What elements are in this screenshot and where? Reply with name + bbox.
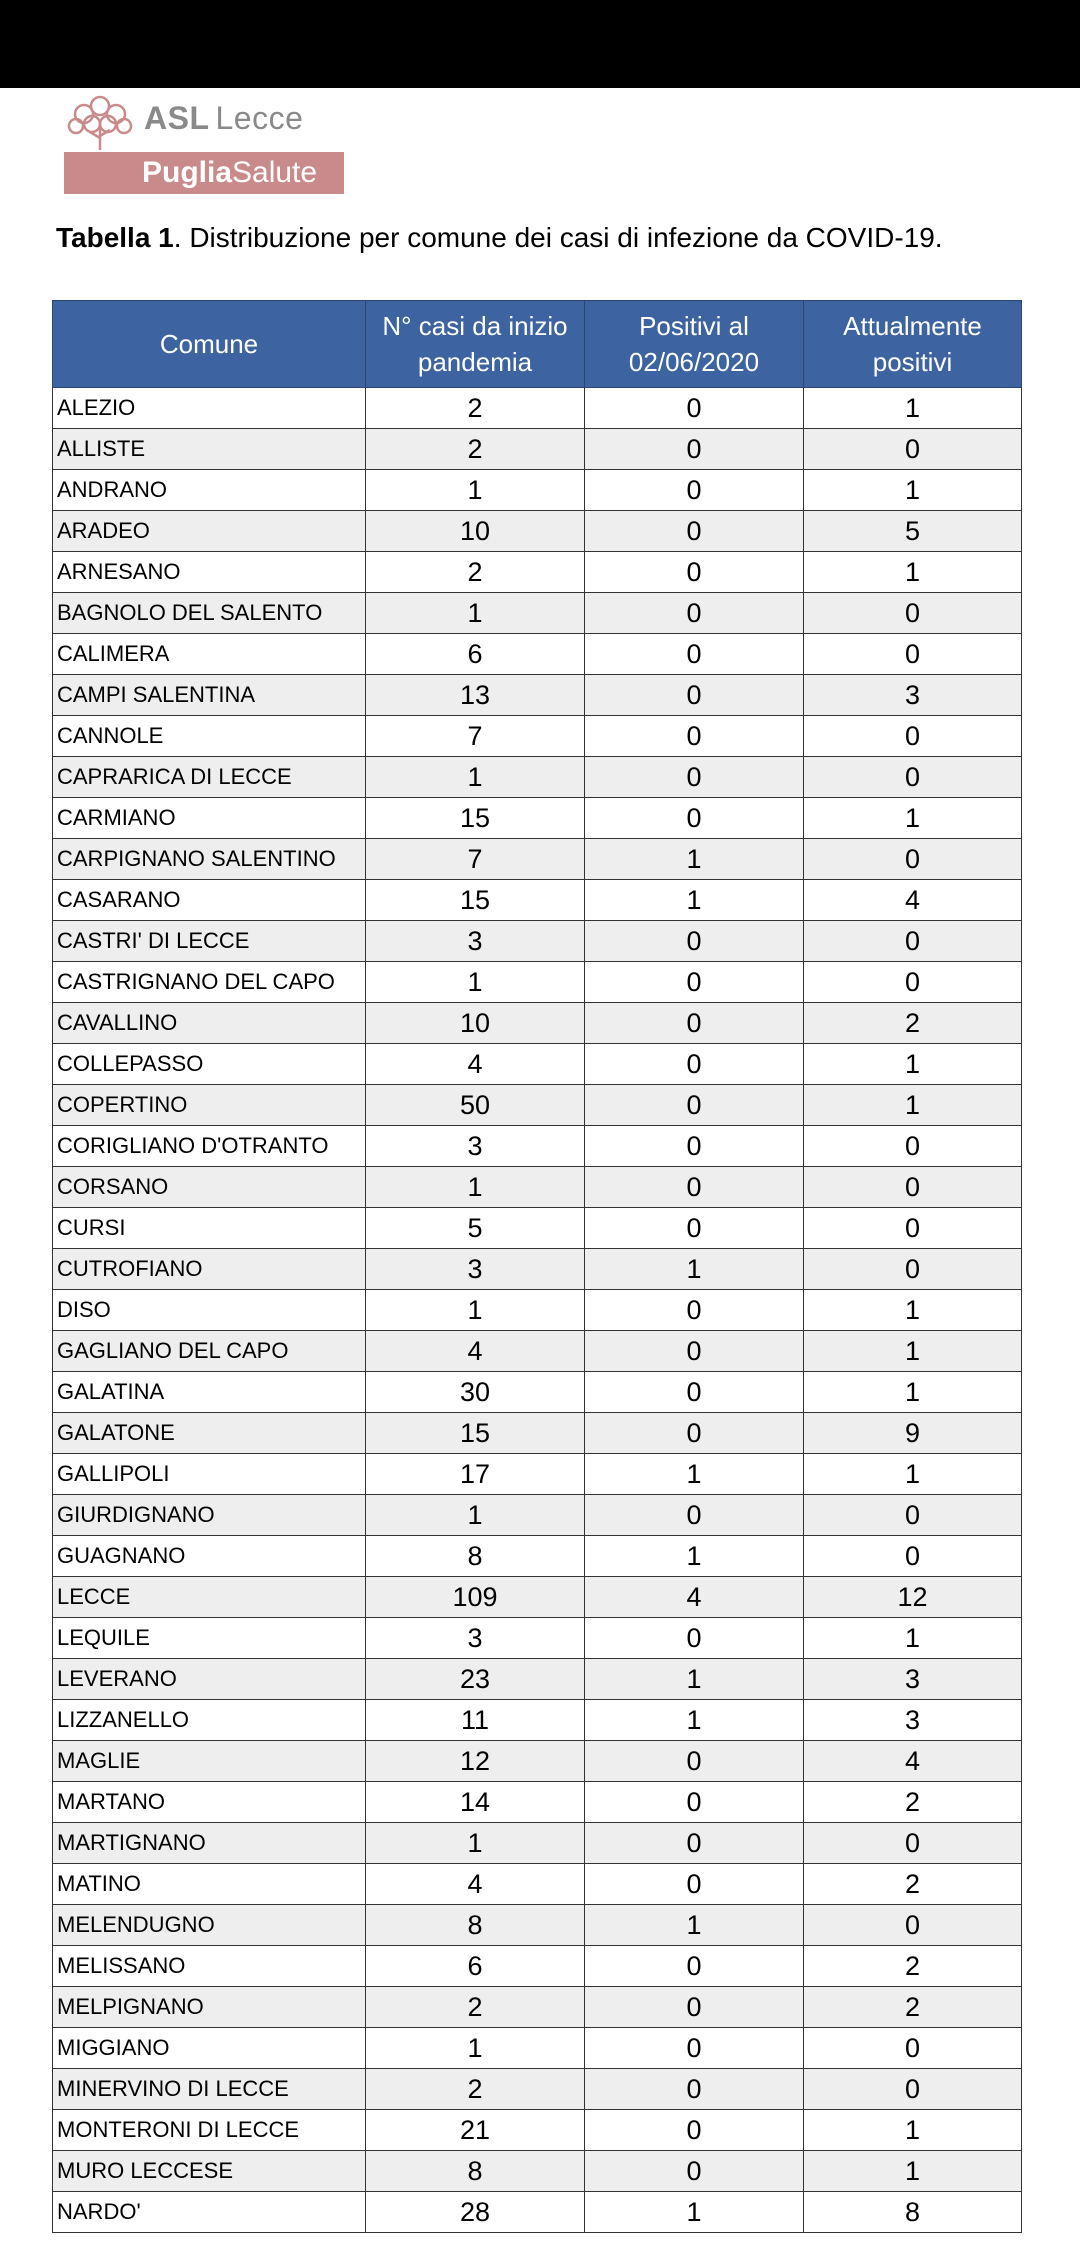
- cell-positivi-al: 0: [585, 388, 804, 429]
- cell-attualmente-positivi: 1: [804, 552, 1022, 593]
- cell-comune: CANNOLE: [53, 716, 366, 757]
- cell-casi-inizio: 8: [366, 1536, 585, 1577]
- cell-attualmente-positivi: 0: [804, 921, 1022, 962]
- cell-casi-inizio: 1: [366, 2028, 585, 2069]
- cell-attualmente-positivi: 0: [804, 2069, 1022, 2110]
- cell-casi-inizio: 1: [366, 593, 585, 634]
- cell-comune: CAMPI SALENTINA: [53, 675, 366, 716]
- cell-casi-inizio: 15: [366, 1413, 585, 1454]
- table-row: [53, 1003, 1022, 1044]
- cell-comune: CASTRIGNANO DEL CAPO: [53, 962, 366, 1003]
- cell-comune: MINERVINO DI LECCE: [53, 2069, 366, 2110]
- cell-comune: MATINO: [53, 1864, 366, 1905]
- cell-attualmente-positivi: 2: [804, 1003, 1022, 1044]
- table-row: [53, 1085, 1022, 1126]
- cell-casi-inizio: 1: [366, 757, 585, 798]
- cell-positivi-al: 0: [585, 634, 804, 675]
- cell-comune: GUAGNANO: [53, 1536, 366, 1577]
- table-row: [53, 1208, 1022, 1249]
- table-row: [53, 1413, 1022, 1454]
- cell-attualmente-positivi: 3: [804, 1659, 1022, 1700]
- cell-comune: COPERTINO: [53, 1085, 366, 1126]
- cell-attualmente-positivi: 1: [804, 1331, 1022, 1372]
- cell-comune: GAGLIANO DEL CAPO: [53, 1331, 366, 1372]
- cell-attualmente-positivi: 0: [804, 962, 1022, 1003]
- cell-comune: MELPIGNANO: [53, 1987, 366, 2028]
- cell-attualmente-positivi: 4: [804, 880, 1022, 921]
- cell-casi-inizio: 2: [366, 388, 585, 429]
- table-row: [53, 1946, 1022, 1987]
- cell-comune: LECCE: [53, 1577, 366, 1618]
- table-row: [53, 552, 1022, 593]
- cell-positivi-al: 0: [585, 1741, 804, 1782]
- logo-asl-text: ASL Lecce: [144, 100, 304, 136]
- cell-attualmente-positivi: 1: [804, 2110, 1022, 2151]
- cell-casi-inizio: 12: [366, 1741, 585, 1782]
- cell-comune: MAGLIE: [53, 1741, 366, 1782]
- tree-logo-icon: [62, 94, 142, 152]
- cell-comune: CORIGLIANO D'OTRANTO: [53, 1126, 366, 1167]
- asl-logo: [62, 92, 346, 194]
- cell-attualmente-positivi: 1: [804, 470, 1022, 511]
- cell-casi-inizio: 1: [366, 1290, 585, 1331]
- cell-positivi-al: 0: [585, 1782, 804, 1823]
- cell-positivi-al: 0: [585, 1290, 804, 1331]
- header-positivi-al: Positivi al 02/06/2020: [585, 301, 804, 388]
- cell-attualmente-positivi: 0: [804, 1249, 1022, 1290]
- cell-comune: DISO: [53, 1290, 366, 1331]
- cell-comune: ARADEO: [53, 511, 366, 552]
- cell-comune: CURSI: [53, 1208, 366, 1249]
- cell-comune: CASTRI' DI LECCE: [53, 921, 366, 962]
- cell-attualmente-positivi: 8: [804, 2192, 1022, 2233]
- cell-comune: CUTROFIANO: [53, 1249, 366, 1290]
- cell-attualmente-positivi: 1: [804, 798, 1022, 839]
- cell-casi-inizio: 1: [366, 1823, 585, 1864]
- table-row: [53, 1782, 1022, 1823]
- cell-positivi-al: 0: [585, 716, 804, 757]
- cell-casi-inizio: 30: [366, 1372, 585, 1413]
- cell-positivi-al: 0: [585, 921, 804, 962]
- cell-attualmente-positivi: 0: [804, 593, 1022, 634]
- cell-positivi-al: 0: [585, 1618, 804, 1659]
- table-row: [53, 1864, 1022, 1905]
- cell-casi-inizio: 10: [366, 1003, 585, 1044]
- cell-positivi-al: 0: [585, 1413, 804, 1454]
- cell-positivi-al: 0: [585, 675, 804, 716]
- table-body: [53, 388, 1022, 2233]
- table-row: [53, 1741, 1022, 1782]
- table-row: [53, 1331, 1022, 1372]
- cell-positivi-al: 0: [585, 511, 804, 552]
- cell-casi-inizio: 4: [366, 1044, 585, 1085]
- cases-table: [52, 300, 1022, 2233]
- cell-casi-inizio: 6: [366, 634, 585, 675]
- table-row: [53, 470, 1022, 511]
- cell-positivi-al: 0: [585, 1495, 804, 1536]
- cell-casi-inizio: 15: [366, 880, 585, 921]
- cell-comune: CARPIGNANO SALENTINO: [53, 839, 366, 880]
- cell-positivi-al: 1: [585, 1659, 804, 1700]
- cell-positivi-al: 0: [585, 1126, 804, 1167]
- cell-comune: GALLIPOLI: [53, 1454, 366, 1495]
- cell-casi-inizio: 11: [366, 1700, 585, 1741]
- cell-comune: MIGGIANO: [53, 2028, 366, 2069]
- table-row: [53, 2069, 1022, 2110]
- cell-casi-inizio: 7: [366, 716, 585, 757]
- cell-casi-inizio: 50: [366, 1085, 585, 1126]
- cell-attualmente-positivi: 0: [804, 1208, 1022, 1249]
- cell-attualmente-positivi: 1: [804, 388, 1022, 429]
- cell-positivi-al: 0: [585, 1003, 804, 1044]
- table-row: [53, 1044, 1022, 1085]
- cell-comune: GALATINA: [53, 1372, 366, 1413]
- table-row: [53, 962, 1022, 1003]
- cell-casi-inizio: 109: [366, 1577, 585, 1618]
- table-row: [53, 675, 1022, 716]
- cell-positivi-al: 0: [585, 1946, 804, 1987]
- cell-casi-inizio: 3: [366, 1126, 585, 1167]
- cell-positivi-al: 1: [585, 1905, 804, 1946]
- table-row: [53, 1536, 1022, 1577]
- cell-casi-inizio: 2: [366, 552, 585, 593]
- cell-positivi-al: 0: [585, 2151, 804, 2192]
- cell-casi-inizio: 5: [366, 1208, 585, 1249]
- cell-casi-inizio: 28: [366, 2192, 585, 2233]
- table-row: [53, 1659, 1022, 1700]
- cell-comune: CALIMERA: [53, 634, 366, 675]
- table-row: [53, 716, 1022, 757]
- cell-positivi-al: 1: [585, 1454, 804, 1495]
- cell-positivi-al: 0: [585, 962, 804, 1003]
- cell-attualmente-positivi: 0: [804, 429, 1022, 470]
- caption-text: . Distribuzione per comune dei casi di infezione da COVID-19.: [173, 222, 943, 253]
- table-caption: [56, 222, 943, 254]
- cell-positivi-al: 4: [585, 1577, 804, 1618]
- table-row: [53, 757, 1022, 798]
- cell-positivi-al: 0: [585, 1372, 804, 1413]
- cell-attualmente-positivi: 1: [804, 1372, 1022, 1413]
- cell-positivi-al: 0: [585, 2110, 804, 2151]
- cell-positivi-al: 1: [585, 839, 804, 880]
- cell-comune: ALLISTE: [53, 429, 366, 470]
- table-row: [53, 1372, 1022, 1413]
- cell-comune: NARDO': [53, 2192, 366, 2233]
- cell-casi-inizio: 4: [366, 1864, 585, 1905]
- cell-attualmente-positivi: 0: [804, 1536, 1022, 1577]
- cell-positivi-al: 0: [585, 593, 804, 634]
- cell-positivi-al: 1: [585, 1700, 804, 1741]
- cell-attualmente-positivi: 0: [804, 839, 1022, 880]
- table-row: [53, 593, 1022, 634]
- logo-band: [64, 152, 344, 194]
- cell-comune: LIZZANELLO: [53, 1700, 366, 1741]
- cell-positivi-al: 0: [585, 1823, 804, 1864]
- table-row: [53, 1495, 1022, 1536]
- cell-casi-inizio: 3: [366, 1618, 585, 1659]
- cell-comune: MELENDUGNO: [53, 1905, 366, 1946]
- cell-casi-inizio: 3: [366, 1249, 585, 1290]
- cell-casi-inizio: 2: [366, 429, 585, 470]
- status-bar: [0, 0, 1080, 88]
- cell-attualmente-positivi: 2: [804, 1864, 1022, 1905]
- header-casi-inizio: N° casi da inizio pandemia: [366, 301, 585, 388]
- cell-positivi-al: 1: [585, 2192, 804, 2233]
- cell-positivi-al: 0: [585, 798, 804, 839]
- cell-casi-inizio: 1: [366, 1495, 585, 1536]
- cell-casi-inizio: 15: [366, 798, 585, 839]
- cell-positivi-al: 1: [585, 880, 804, 921]
- cell-positivi-al: 0: [585, 1044, 804, 1085]
- cell-casi-inizio: 4: [366, 1331, 585, 1372]
- cell-casi-inizio: 2: [366, 2069, 585, 2110]
- table-header-row: [53, 301, 1022, 388]
- cell-casi-inizio: 7: [366, 839, 585, 880]
- cell-casi-inizio: 8: [366, 2151, 585, 2192]
- table-row: [53, 429, 1022, 470]
- cell-positivi-al: 0: [585, 1208, 804, 1249]
- cell-comune: GALATONE: [53, 1413, 366, 1454]
- table-row: [53, 1987, 1022, 2028]
- cell-casi-inizio: 13: [366, 675, 585, 716]
- cell-casi-inizio: 1: [366, 962, 585, 1003]
- cell-comune: CAPRARICA DI LECCE: [53, 757, 366, 798]
- cell-casi-inizio: 3: [366, 921, 585, 962]
- cell-comune: LEQUILE: [53, 1618, 366, 1659]
- cell-attualmente-positivi: 0: [804, 1905, 1022, 1946]
- cell-comune: MARTANO: [53, 1782, 366, 1823]
- cell-casi-inizio: 10: [366, 511, 585, 552]
- cell-comune: MELISSANO: [53, 1946, 366, 1987]
- cell-casi-inizio: 6: [366, 1946, 585, 1987]
- cell-positivi-al: 0: [585, 1167, 804, 1208]
- table-row: [53, 1290, 1022, 1331]
- header-comune: Comune: [53, 301, 366, 388]
- table-row: [53, 511, 1022, 552]
- cell-comune: LEVERANO: [53, 1659, 366, 1700]
- caption-label: Tabella 1: [56, 222, 174, 253]
- cell-attualmente-positivi: 1: [804, 1044, 1022, 1085]
- cell-attualmente-positivi: 2: [804, 1987, 1022, 2028]
- table-row: [53, 1577, 1022, 1618]
- table-row: [53, 839, 1022, 880]
- cell-attualmente-positivi: 5: [804, 511, 1022, 552]
- cell-comune: MARTIGNANO: [53, 1823, 366, 1864]
- table-row: [53, 921, 1022, 962]
- table-row: [53, 2192, 1022, 2233]
- table-row: [53, 1126, 1022, 1167]
- table-row: [53, 2151, 1022, 2192]
- cell-casi-inizio: 17: [366, 1454, 585, 1495]
- cell-comune: MURO LECCESE: [53, 2151, 366, 2192]
- cell-attualmente-positivi: 1: [804, 1454, 1022, 1495]
- cell-attualmente-positivi: 0: [804, 1823, 1022, 1864]
- cell-casi-inizio: 1: [366, 1167, 585, 1208]
- logo-band-text: PugliaSalute: [142, 156, 318, 189]
- cell-positivi-al: 0: [585, 429, 804, 470]
- cell-casi-inizio: 23: [366, 1659, 585, 1700]
- cell-positivi-al: 0: [585, 1331, 804, 1372]
- table-row: [53, 798, 1022, 839]
- cell-attualmente-positivi: 1: [804, 1085, 1022, 1126]
- cell-positivi-al: 0: [585, 470, 804, 511]
- cell-attualmente-positivi: 0: [804, 2028, 1022, 2069]
- cell-attualmente-positivi: 1: [804, 1290, 1022, 1331]
- cell-casi-inizio: 2: [366, 1987, 585, 2028]
- cell-positivi-al: 0: [585, 1987, 804, 2028]
- table-row: [53, 2028, 1022, 2069]
- cell-comune: CASARANO: [53, 880, 366, 921]
- cell-comune: BAGNOLO DEL SALENTO: [53, 593, 366, 634]
- header-attualmente-positivi: Attualmente positivi: [804, 301, 1022, 388]
- table-row: [53, 2110, 1022, 2151]
- cell-comune: CARMIANO: [53, 798, 366, 839]
- cell-positivi-al: 0: [585, 552, 804, 593]
- cell-attualmente-positivi: 0: [804, 716, 1022, 757]
- cell-positivi-al: 0: [585, 1085, 804, 1126]
- table-row: [53, 634, 1022, 675]
- cell-attualmente-positivi: 0: [804, 757, 1022, 798]
- cell-attualmente-positivi: 1: [804, 1618, 1022, 1659]
- table-row: [53, 1905, 1022, 1946]
- cell-positivi-al: 0: [585, 1864, 804, 1905]
- cell-attualmente-positivi: 2: [804, 1782, 1022, 1823]
- cell-attualmente-positivi: 12: [804, 1577, 1022, 1618]
- cell-attualmente-positivi: 0: [804, 1495, 1022, 1536]
- cell-casi-inizio: 1: [366, 470, 585, 511]
- table-row: [53, 388, 1022, 429]
- table-row: [53, 1249, 1022, 1290]
- cell-positivi-al: 0: [585, 2069, 804, 2110]
- cell-attualmente-positivi: 0: [804, 1126, 1022, 1167]
- cell-casi-inizio: 21: [366, 2110, 585, 2151]
- cell-casi-inizio: 8: [366, 1905, 585, 1946]
- cell-attualmente-positivi: 3: [804, 1700, 1022, 1741]
- cell-positivi-al: 0: [585, 757, 804, 798]
- cell-attualmente-positivi: 0: [804, 1167, 1022, 1208]
- cell-attualmente-positivi: 9: [804, 1413, 1022, 1454]
- table-row: [53, 1454, 1022, 1495]
- table-row: [53, 1823, 1022, 1864]
- cell-positivi-al: 1: [585, 1249, 804, 1290]
- cell-attualmente-positivi: 0: [804, 634, 1022, 675]
- cell-casi-inizio: 14: [366, 1782, 585, 1823]
- cell-attualmente-positivi: 3: [804, 675, 1022, 716]
- cell-comune: GIURDIGNANO: [53, 1495, 366, 1536]
- table-row: [53, 1618, 1022, 1659]
- cell-attualmente-positivi: 1: [804, 2151, 1022, 2192]
- cell-attualmente-positivi: 2: [804, 1946, 1022, 1987]
- table-row: [53, 1167, 1022, 1208]
- cell-comune: MONTERONI DI LECCE: [53, 2110, 366, 2151]
- table-row: [53, 1700, 1022, 1741]
- cell-positivi-al: 1: [585, 1536, 804, 1577]
- cell-comune: ALEZIO: [53, 388, 366, 429]
- cell-attualmente-positivi: 4: [804, 1741, 1022, 1782]
- cell-comune: CORSANO: [53, 1167, 366, 1208]
- cell-comune: ANDRANO: [53, 470, 366, 511]
- table-row: [53, 880, 1022, 921]
- cell-comune: COLLEPASSO: [53, 1044, 366, 1085]
- cell-comune: ARNESANO: [53, 552, 366, 593]
- cell-positivi-al: 0: [585, 2028, 804, 2069]
- cell-comune: CAVALLINO: [53, 1003, 366, 1044]
